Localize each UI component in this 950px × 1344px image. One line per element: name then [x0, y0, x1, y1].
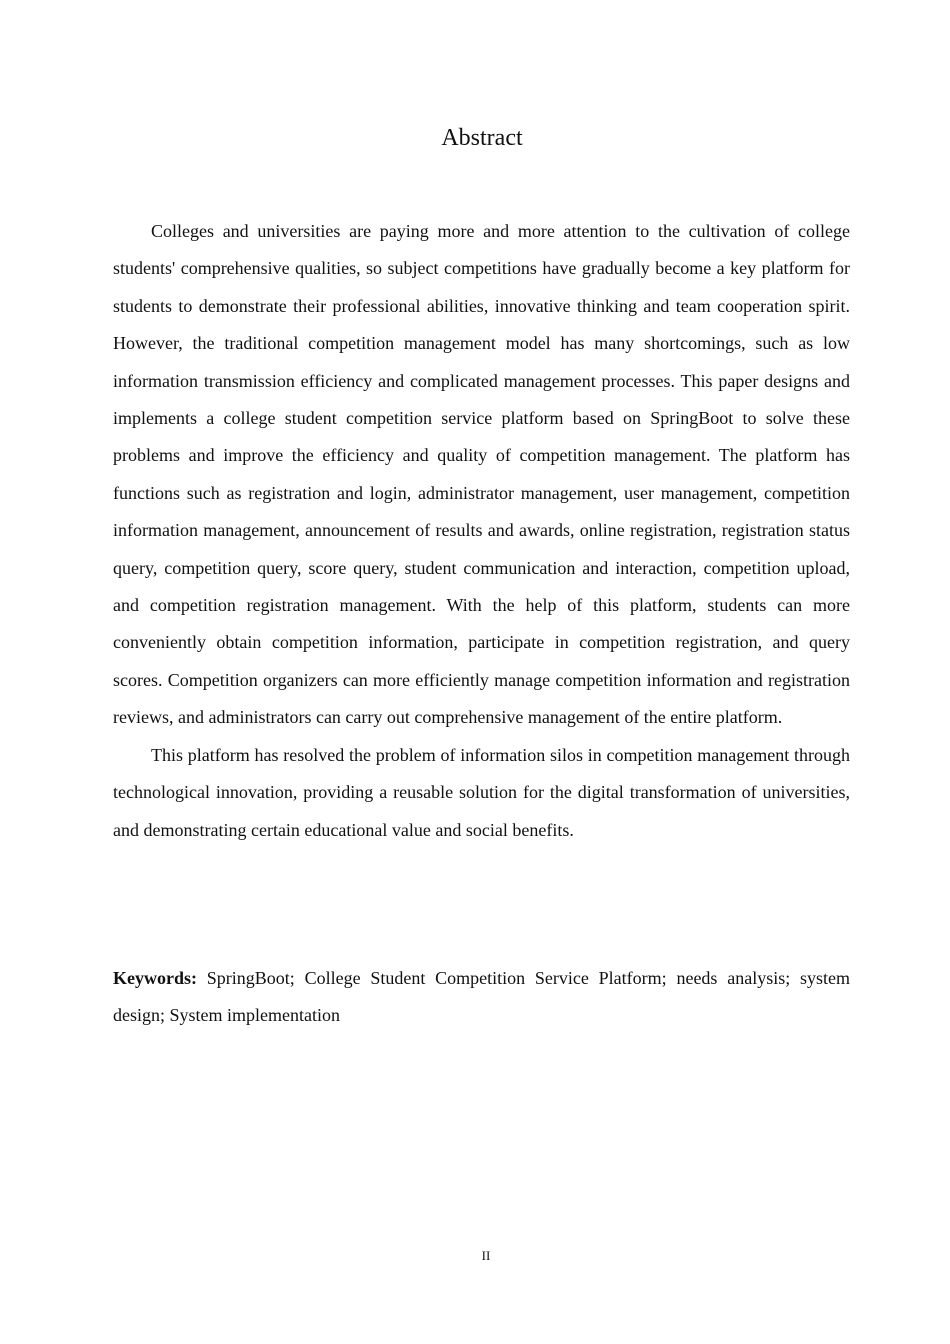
keywords-text: SpringBoot; College Student Competition Service Platform; needs analysis; system design; System implementation	[113, 968, 850, 1026]
keywords-line	[113, 960, 850, 1035]
abstract-paragraph-1: Colleges and universities are paying more and more attention to the cultivation of college students' comprehensive qualities, so subject competitions have gradually become a key platform for students to demonstrate their professional abilities, innovative thinking and team cooperation spirit. However, the traditional competition management model has many shortcomings, such as low information transmission efficiency and complicated management processes. This paper designs and implements a college student competition service platform based on SpringBoot to solve these problems and improve the efficiency and quality of competition management. The platform has functions such as registration and login, administrator management, user management, competition information management, announcement of results and awards, online registration, registration status query, competition query, score query, student communication and interaction, competition upload, and competition registration management. With the help of this platform, students can more conveniently obtain competition information, participate in competition registration, and query scores. Competition organizers can more efficiently manage competition information and registration reviews, and administrators can carry out comprehensive management of the entire platform.	[113, 221, 850, 728]
abstract-body	[113, 213, 850, 849]
keywords-label: Keywords:	[113, 968, 197, 988]
abstract-paragraph-2: This platform has resolved the problem of information silos in competition management through technological innovation, providing a reusable solution for the digital transformation of universities, and demonstrating certain educational value and social benefits.	[113, 744, 850, 840]
abstract-title: Abstract	[441, 125, 523, 151]
page-number: II	[481, 1248, 491, 1263]
